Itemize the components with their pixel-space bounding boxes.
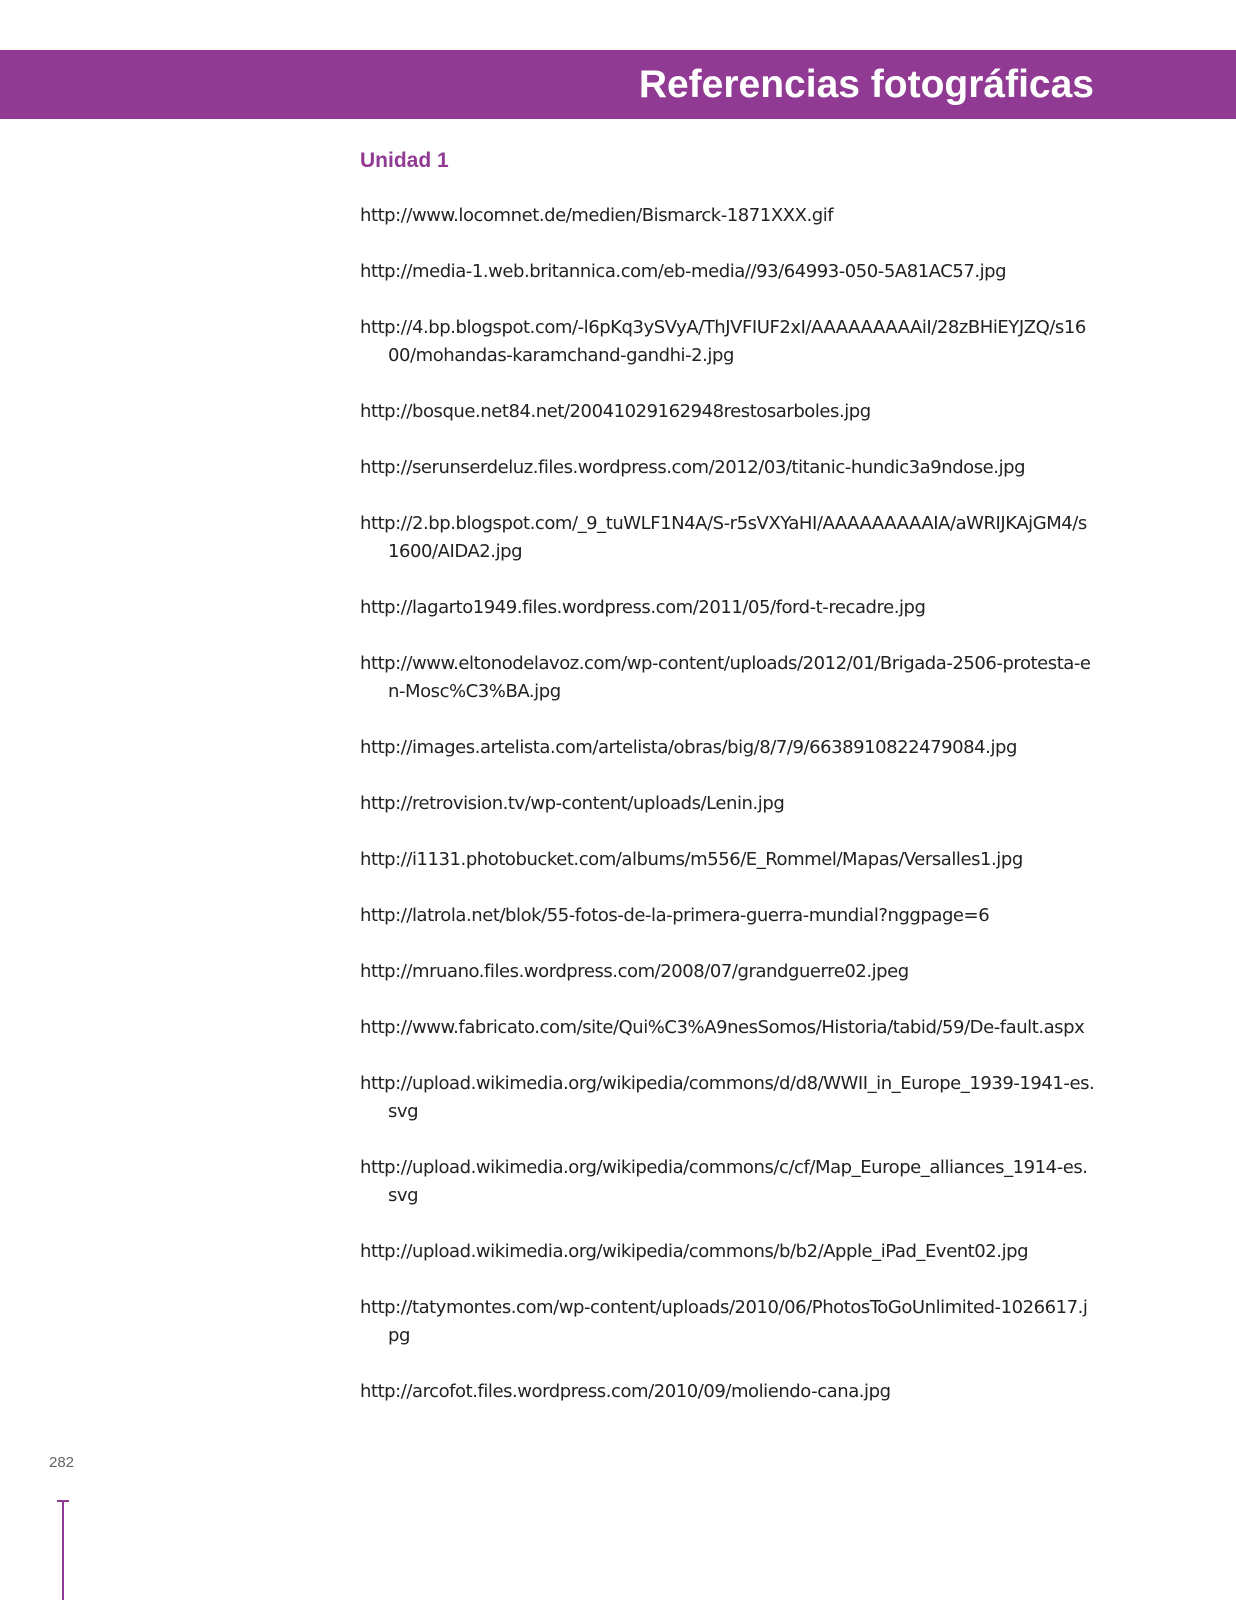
reference-item: http://4.bp.blogspot.com/-l6pKq3ySVyA/ThJVFIUF2xI/AAAAAAAAAiI/28zBHiEYJZQ/s1600/mohandas-karamchand-gandhi-2.jpg — [360, 317, 1086, 366]
section-heading: Unidad 1 — [360, 149, 449, 172]
reference-item: http://www.fabricato.com/site/Qui%C3%A9nesSomos/Historia/tabid/59/De-fault.aspx — [360, 1017, 1085, 1038]
content-area — [360, 146, 1096, 1434]
reference-item: http://retrovision.tv/wp-content/uploads/Lenin.jpg — [360, 793, 785, 814]
reference-item: http://media-1.web.britannica.com/eb-media//93/64993-050-5A81AC57.jpg — [360, 261, 1007, 282]
reference-item: http://bosque.net84.net/20041029162948restosarboles.jpg — [360, 401, 871, 422]
reference-item: http://upload.wikimedia.org/wikipedia/commons/b/b2/Apple_iPad_Event02.jpg — [360, 1241, 1029, 1262]
reference-item: http://www.locomnet.de/medien/Bismarck-1871XXX.gif — [360, 205, 834, 226]
reference-item: http://upload.wikimedia.org/wikipedia/commons/c/cf/Map_Europe_alliances_1914-es.svg — [360, 1157, 1088, 1206]
header-band — [0, 50, 1236, 119]
reference-item: http://mruano.files.wordpress.com/2008/07/grandguerre02.jpeg — [360, 961, 909, 982]
reference-item: http://www.eltonodelavoz.com/wp-content/uploads/2012/01/Brigada-2506-protesta-en-Mosc%C3%BA.jpg — [360, 653, 1091, 702]
reference-item: http://2.bp.blogspot.com/_9_tuWLF1N4A/S-r5sVXYaHI/AAAAAAAAAIA/aWRIJKAjGM4/s1600/AIDA2.jpg — [360, 513, 1087, 562]
reference-list — [360, 202, 1096, 1406]
reference-item: http://serunserdeluz.files.wordpress.com/2012/03/titanic-hundic3a9ndose.jpg — [360, 457, 1026, 478]
page-number: 282 — [49, 1454, 75, 1471]
reference-item: http://latrola.net/blok/55-fotos-de-la-primera-guerra-mundial?nggpage=6 — [360, 905, 990, 926]
reference-item: http://arcofot.files.wordpress.com/2010/09/moliendo-cana.jpg — [360, 1381, 891, 1402]
reference-item: http://upload.wikimedia.org/wikipedia/commons/d/d8/WWII_in_Europe_1939-1941-es.svg — [360, 1073, 1095, 1122]
margin-rule — [62, 1500, 64, 1600]
reference-item: http://tatymontes.com/wp-content/uploads/2010/06/PhotosToGoUnlimited-1026617.jpg — [360, 1297, 1088, 1346]
reference-item: http://i1131.photobucket.com/albums/m556/E_Rommel/Mapas/Versalles1.jpg — [360, 849, 1023, 870]
reference-item: http://lagarto1949.files.wordpress.com/2011/05/ford-t-recadre.jpg — [360, 597, 926, 618]
page-title: Referencias fotográficas — [638, 63, 1094, 106]
reference-item: http://images.artelista.com/artelista/obras/big/8/7/9/6638910822479084.jpg — [360, 737, 1017, 758]
